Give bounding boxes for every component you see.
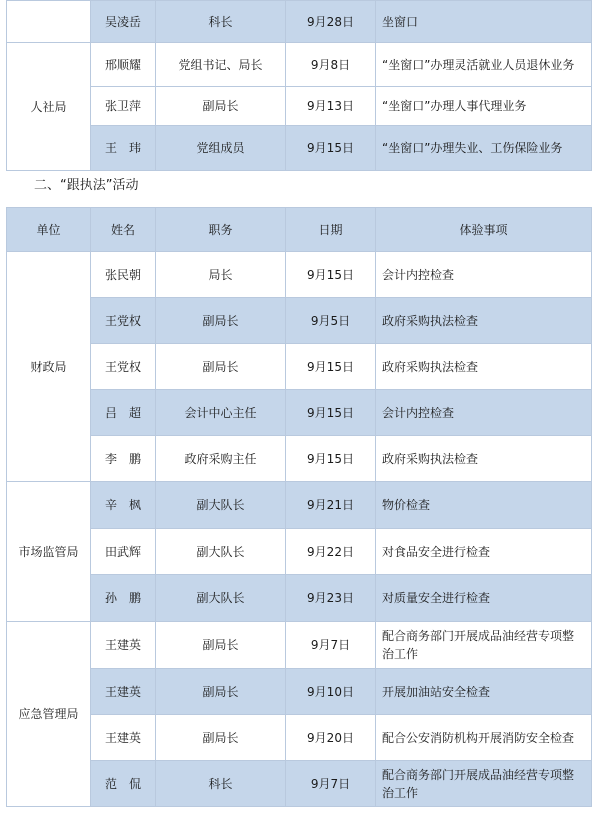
position-cell: 副大队长: [156, 482, 286, 529]
position-cell: 副局长: [156, 298, 286, 344]
position-cell: 副局长: [156, 715, 286, 761]
position-cell: 副局长: [156, 669, 286, 715]
name-cell: 吕 超: [91, 390, 156, 436]
date-cell: 9月10日: [286, 669, 376, 715]
name-cell: 辛 枫: [91, 482, 156, 529]
name-cell: 王建英: [91, 715, 156, 761]
item-cell: 会计内控检查: [376, 390, 592, 436]
unit-cell: 市场监管局: [7, 482, 91, 622]
name-cell: 王建英: [91, 669, 156, 715]
date-cell: 9月22日: [286, 529, 376, 575]
table-row: [7, 575, 592, 622]
position-cell: 党组书记、局长: [156, 43, 286, 87]
name-cell: 吴凌岳: [91, 1, 156, 43]
table-row: [7, 715, 592, 761]
item-cell: 政府采购执法检查: [376, 436, 592, 482]
date-cell: 9月20日: [286, 715, 376, 761]
position-cell: 副大队长: [156, 529, 286, 575]
name-cell: 邢顺耀: [91, 43, 156, 87]
position-cell: 政府采购主任: [156, 436, 286, 482]
unit-cell: 人社局: [7, 43, 91, 171]
header-date: 日期: [286, 208, 376, 252]
position-cell: 副大队长: [156, 575, 286, 622]
date-cell: 9月15日: [286, 436, 376, 482]
header-name: 姓名: [91, 208, 156, 252]
date-cell: 9月5日: [286, 298, 376, 344]
date-cell: 9月13日: [286, 87, 376, 126]
item-cell: 对质量安全进行检查: [376, 575, 592, 622]
table-row: [7, 298, 592, 344]
item-cell: 物价检查: [376, 482, 592, 529]
position-cell: 副局长: [156, 622, 286, 669]
table-row: [7, 43, 592, 87]
date-cell: 9月15日: [286, 252, 376, 298]
table-row: [7, 761, 592, 807]
table-row: [7, 669, 592, 715]
table-header-row: [7, 208, 592, 252]
date-cell: 9月7日: [286, 622, 376, 669]
name-cell: 张民朝: [91, 252, 156, 298]
item-cell: 政府采购执法检查: [376, 298, 592, 344]
table-row: [7, 390, 592, 436]
item-cell: 配合商务部门开展成品油经营专项整治工作: [376, 761, 592, 807]
name-cell: 王党权: [91, 344, 156, 390]
table-top: [6, 0, 592, 171]
date-cell: 9月15日: [286, 344, 376, 390]
position-cell: 副局长: [156, 87, 286, 126]
section-heading: 二、“跟执法”活动: [34, 178, 139, 193]
header-unit: 单位: [7, 208, 91, 252]
table-row: [7, 252, 592, 298]
name-cell: 张卫萍: [91, 87, 156, 126]
header-item: 体验事项: [376, 208, 592, 252]
date-cell: 9月21日: [286, 482, 376, 529]
table-row: [7, 436, 592, 482]
item-cell: “坐窗口”办理失业、工伤保险业务: [376, 126, 592, 171]
item-cell: 开展加油站安全检查: [376, 669, 592, 715]
position-cell: 副局长: [156, 344, 286, 390]
unit-cell: 应急管理局: [7, 622, 91, 807]
item-cell: 配合商务部门开展成品油经营专项整治工作: [376, 622, 592, 669]
position-cell: 科长: [156, 1, 286, 43]
date-cell: 9月28日: [286, 1, 376, 43]
item-cell: “坐窗口”办理灵活就业人员退休业务: [376, 43, 592, 87]
unit-cell: [7, 1, 91, 43]
name-cell: 王党权: [91, 298, 156, 344]
item-cell: “坐窗口”办理人事代理业务: [376, 87, 592, 126]
item-cell: 配合公安消防机构开展消防安全检查: [376, 715, 592, 761]
header-position: 职务: [156, 208, 286, 252]
table-row: [7, 344, 592, 390]
position-cell: 党组成员: [156, 126, 286, 171]
item-cell: 会计内控检查: [376, 252, 592, 298]
name-cell: 田武辉: [91, 529, 156, 575]
date-cell: 9月7日: [286, 761, 376, 807]
date-cell: 9月15日: [286, 126, 376, 171]
unit-cell: 财政局: [7, 252, 91, 482]
date-cell: 9月23日: [286, 575, 376, 622]
item-cell: 坐窗口: [376, 1, 592, 43]
name-cell: 范 侃: [91, 761, 156, 807]
item-cell: 对食品安全进行检查: [376, 529, 592, 575]
date-cell: 9月15日: [286, 390, 376, 436]
name-cell: 李 鹏: [91, 436, 156, 482]
name-cell: 王 玮: [91, 126, 156, 171]
table-row: [7, 126, 592, 171]
table-bottom: [6, 207, 592, 807]
position-cell: 局长: [156, 252, 286, 298]
item-cell: 政府采购执法检查: [376, 344, 592, 390]
date-cell: 9月8日: [286, 43, 376, 87]
table-row: [7, 529, 592, 575]
table-row: [7, 1, 592, 43]
name-cell: 孙 鹏: [91, 575, 156, 622]
table-row: [7, 622, 592, 669]
position-cell: 会计中心主任: [156, 390, 286, 436]
table-row: [7, 482, 592, 529]
position-cell: 科长: [156, 761, 286, 807]
name-cell: 王建英: [91, 622, 156, 669]
table-row: [7, 87, 592, 126]
